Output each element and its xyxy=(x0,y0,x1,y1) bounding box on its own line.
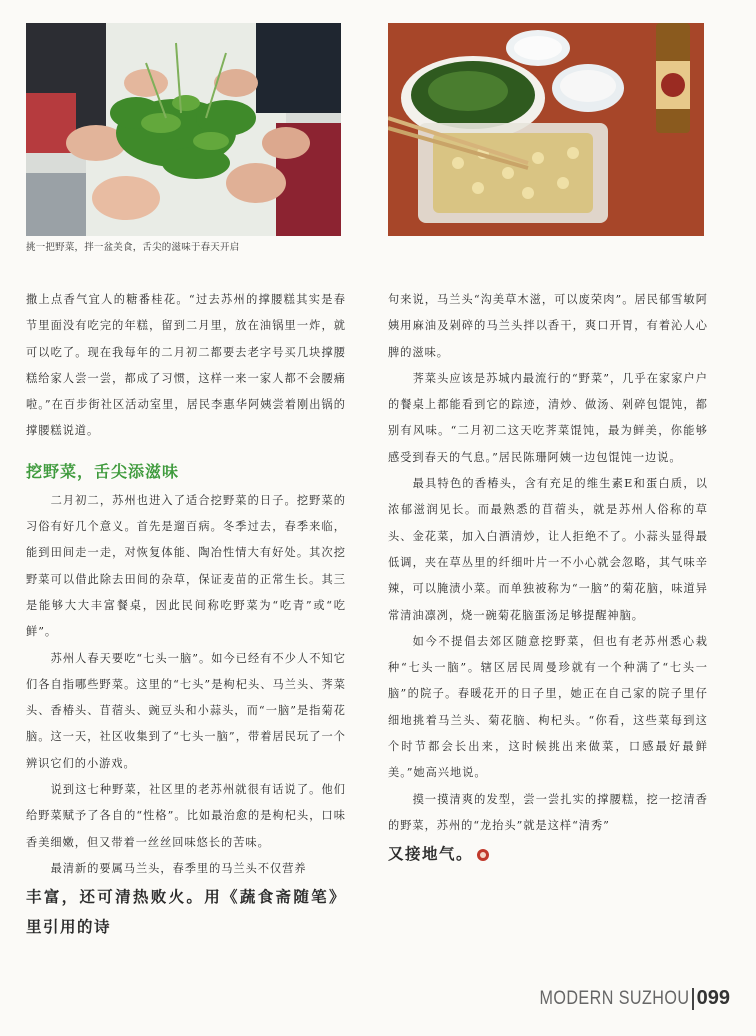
closing-text: 又接地气。 xyxy=(388,844,474,864)
hands-holding-wild-greens-icon xyxy=(26,23,341,236)
end-mark-icon xyxy=(477,849,489,861)
section-heading: 挖野菜，舌尖添滋味 xyxy=(26,461,180,481)
page-footer xyxy=(513,987,730,1010)
magazine-name: MODERN SUZHOU xyxy=(539,987,690,1009)
paragraph: 最清新的要属马兰头，春季里的马兰头不仅营养 xyxy=(50,861,307,875)
paragraph: 摸一摸清爽的发型，尝一尝扎实的撑腰糕，挖一挖清香的野菜，苏州的“龙抬头”就是这样“清秀” xyxy=(388,792,708,832)
page-number: 099 xyxy=(696,987,730,1009)
paragraph: 说到这七种野菜，社区里的老苏州就很有话说了。他们给野菜赋予了各自的“性格”。比如最治愈的是枸杞头，口味香美细嫩，但又带着一丝丝回味悠长的苦味。 xyxy=(26,783,346,849)
paragraph: 撒上点香气宜人的糖番桂花。“过去苏州的撑腰糕其实是春节里面没有吃完的年糕，留到二月里，放在油锅里一炸，就可以吃了。现在我每年的二月初二都要去老字号买几块撑腰糕给家人尝一尝，都成了习惯，这样一来一家人都不会腰痛啦。”在百步街社区活动室里，居民李惠华阿姨尝着刚出锅的撑腰糕说道。 xyxy=(26,293,346,438)
paragraph-large: 丰富，还可清热败火。用《蔬食斋随笔》里引用的诗 xyxy=(26,887,346,937)
greens-dish-photo xyxy=(388,23,704,236)
paragraph: 荠菜头应该是苏城内最流行的“野菜”，几乎在家家户户的餐桌上都能看到它的踪迹，清炒、做汤、剁碎包馄饨，都别有风味。“二月初二这天吃荠菜馄饨，最为鲜美，你能够感受到春天的气息。”居民陈珊阿姨一边包馄饨一边说。 xyxy=(388,371,708,464)
hands-greens-photo xyxy=(26,23,341,236)
paragraph-large xyxy=(388,839,708,869)
paragraph: 最具特色的香椿头，含有充足的维生素E和蛋白质，以浓郁滋润见长。而最熟悉的苜蓿头，就是苏州人俗称的草头、金花菜，加入白酒清炒，让人拒绝不了。小蒜头显得最低调，夹在草丛里的纤细叶片一不小心就会忽略，其气味辛辣，可以腌渍小菜。而单独被称为“一脑”的菊花脑，味道异常清油凛冽，烧一碗菊花脑蛋汤足够提醒神脑。 xyxy=(388,477,708,622)
paragraph: 如今不提倡去郊区随意挖野菜，但也有老苏州悉心栽种“七头一脑”。辖区居民周曼珍就有一个种满了“七头一脑”的院子。春暖花开的日子里，她正在自己家的院子里仔细地挑着马兰头、菊花脑、枸杞头。“你看，这些菜每到这个时节都会长出来，这时候挑出来做菜，口感最好最鲜美。”她高兴地说。 xyxy=(388,634,708,780)
article-right-column xyxy=(388,287,708,869)
article-left-column xyxy=(26,287,346,942)
photo-caption: 挑一把野菜，拌一盆美食，舌尖的滋味于春天开启 xyxy=(26,242,240,253)
chopped-greens-bowl-and-pine-nuts-icon xyxy=(388,23,704,236)
paragraph: 句来说，马兰头“沟美草木滋，可以废荣肉”。居民郁雪敏阿姨用麻油及剁碎的马兰头拌以香干，爽口开胃，有着沁人心脾的滋味。 xyxy=(388,293,708,359)
footer-divider xyxy=(692,988,694,1010)
paragraph: 二月初二，苏州也进入了适合挖野菜的日子。挖野菜的习俗有好几个意义。首先是遛百病。冬季过去，春季来临，能到田间走一走，对恢复体能、陶冶性情大有好处。其次挖野菜可以借此除去田间的杂草，保证麦苗的正常生长。其三是能够大大丰富餐桌，因此民间称吃野菜为“吃青”或“吃鲜”。 xyxy=(26,493,346,639)
paragraph: 苏州人春天要吃“七头一脑”。如今已经有不少人不知它们各自指哪些野菜。这里的“七头”是枸杞头、马兰头、荠菜头、香椿头、苜蓿头、豌豆头和小蒜头，而“一脑”是指菊花脑。这一天，社区收集到了“七头一脑”，带着居民玩了一个辨识它们的小游戏。 xyxy=(26,651,346,770)
